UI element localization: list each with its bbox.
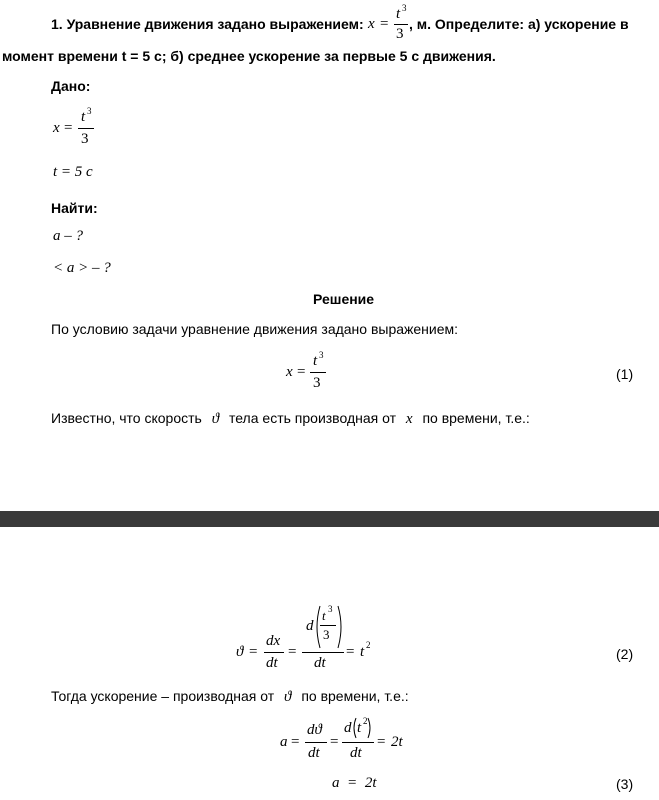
fraction-bar — [342, 742, 374, 743]
equation-3 — [332, 774, 377, 792]
math-cube: 3 — [402, 3, 407, 13]
math-eq: = — [249, 644, 258, 660]
math-eq: = — [377, 734, 386, 750]
problem-line1-start: 1. Уравнение движения задано выражением: — [51, 16, 364, 32]
math-dt: dt — [314, 655, 326, 671]
find-heading: Найти: — [51, 200, 98, 216]
inner-fraction-bar — [320, 625, 336, 626]
solution-p3-a: Тогда ускорение – производная от — [51, 688, 275, 704]
title-formula — [368, 4, 408, 44]
math-x: x — [368, 16, 375, 32]
theta-symbol: ϑ — [211, 411, 220, 427]
math-d: d — [306, 618, 314, 634]
math-t: t — [357, 720, 362, 736]
fraction-bar — [394, 24, 408, 25]
math-d: d — [344, 720, 352, 736]
math-eq: = — [297, 364, 306, 380]
x-symbol: x — [405, 411, 413, 427]
math-t: t — [313, 353, 318, 369]
math-eq: = — [64, 120, 73, 136]
math-cube: 3 — [328, 604, 333, 614]
math-eq: = — [330, 734, 339, 750]
fraction-bar — [78, 128, 94, 129]
problem-line2: момент времени t = 5 с; б) среднее ускорение за первые 5 с движения. — [2, 48, 496, 64]
equation-2-number: (2) — [616, 646, 634, 662]
math-square: 2 — [363, 716, 368, 726]
math-square: 2 — [366, 640, 371, 650]
math-theta: ϑ — [236, 644, 244, 660]
math-a: a — [332, 775, 340, 791]
math-eq: = — [288, 644, 297, 660]
fraction-bar — [305, 742, 327, 743]
math-cube: 3 — [87, 106, 92, 116]
given-t: t = 5 c — [53, 164, 93, 180]
math-dx: dx — [266, 633, 281, 649]
math-dt: dt — [266, 655, 278, 671]
acceleration-derivation — [280, 714, 420, 768]
math-t: t — [81, 109, 86, 125]
math-eq: = — [346, 644, 355, 660]
page-break-divider — [0, 511, 659, 527]
find-a: a – ? — [53, 228, 83, 244]
math-cube: 3 — [319, 350, 324, 360]
math-three: 3 — [323, 627, 330, 642]
solution-p3 — [51, 688, 409, 706]
math-x: x — [286, 364, 293, 380]
solution-p1: По условию задачи уравнение движения задано выражением: — [51, 321, 459, 337]
math-t: t — [396, 6, 401, 22]
fraction-bar — [310, 372, 326, 373]
solution-heading: Решение — [313, 291, 375, 307]
equation-1-number: (1) — [616, 366, 634, 382]
solution-p3-b: по времени, т.е.: — [301, 688, 409, 704]
math-eq: = — [380, 16, 389, 32]
equation-2 — [236, 602, 376, 674]
math-t: t — [322, 608, 326, 623]
solution-p2 — [51, 410, 530, 428]
solution-p2-c: по времени, т.е.: — [422, 410, 530, 426]
theta-symbol: ϑ — [284, 689, 292, 705]
math-eq: = — [291, 734, 300, 750]
math-2t: 2t — [391, 734, 403, 750]
math-t: t — [360, 644, 365, 660]
math-x: x — [53, 120, 60, 136]
equation-1 — [286, 350, 336, 396]
math-three: 3 — [396, 26, 404, 42]
find-avg-a: < a > – ? — [53, 260, 111, 276]
given-formula — [53, 108, 103, 152]
parentheses — [351, 716, 373, 740]
math-a: a — [280, 734, 288, 750]
problem-line1-end: , м. Определите: а) ускорение в — [409, 16, 629, 32]
math-three: 3 — [313, 375, 321, 391]
solution-p2-b: тела есть производная от — [228, 410, 396, 426]
math-dt: dt — [350, 745, 362, 761]
fraction-bar — [302, 652, 344, 653]
solution-p2-a: Известно, что скорость — [51, 410, 202, 426]
fraction-bar — [264, 652, 284, 653]
math-eq: = — [347, 775, 357, 791]
given-heading: Дано: — [51, 78, 91, 94]
math-dt: dt — [308, 745, 320, 761]
math-three: 3 — [81, 131, 89, 147]
math-dtheta: dϑ — [307, 722, 322, 738]
equation-3-number: (3) — [616, 776, 634, 792]
math-2t: 2t — [364, 775, 377, 791]
